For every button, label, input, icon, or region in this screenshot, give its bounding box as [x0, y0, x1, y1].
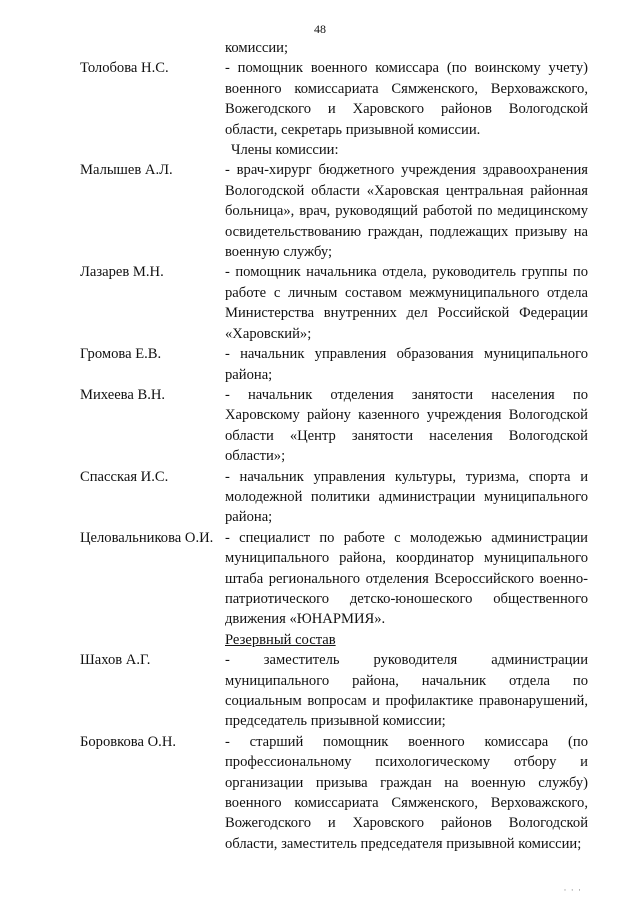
member-row [80, 528, 588, 630]
document-body [80, 38, 588, 854]
member-name: Малышев А.Л. [80, 162, 173, 179]
members-heading: Члены комиссии: [231, 142, 339, 159]
reserve-description: - заместитель руководителя администрации муниципального района, начальник отдела по социальным вопросам и профилактике правонарушений, председатель призывной комиссии; [225, 652, 588, 730]
member-row [80, 385, 588, 467]
reserve-name: Боровкова О.Н. [80, 733, 177, 750]
member-row [80, 344, 588, 385]
reserve-row [80, 732, 588, 854]
reserve-row [80, 650, 588, 732]
member-name: Лазарев М.Н. [80, 264, 164, 281]
member-description: - врач-хирург бюджетного учреждения здравоохранения Вологодской области «Харовская центральная районная больница», врач, руководящий работой по медицинскому освидетельствованию граждан, подлежащих призыву на военную службу; [225, 162, 588, 261]
page-number: 48 [314, 22, 326, 36]
member-row [80, 467, 588, 528]
entry-row [80, 58, 588, 140]
reserve-name: Шахов А.Г. [80, 652, 151, 669]
member-description: - специалист по работе с молодежью администрации муниципального района, координатор муниципального штаба регионального отделения Всероссийского военно-патриотического детско-юношеского общественного движения «ЮНАРМИЯ». [225, 529, 588, 628]
reserve-description: - старший помощник военного комиссара (по профессиональному психологическому отбору и организации призыва граждан на военную службу) военного комиссариата Сямженского, Верховажского, Вожегодского и Харовского районов Вологодской области, заместитель председателя призывной комиссии; [225, 733, 588, 852]
member-description: - помощник начальника отдела, руководитель группы по работе с личным составом межмуниципального отдела Министерства внутренних дел Российской Федерации «Харовский»; [225, 264, 588, 342]
member-name: Спасская И.С. [80, 468, 169, 485]
scan-mark: · · · [563, 885, 582, 895]
entry-description: - помощник военного комиссара (по воинскому учету) военного комиссариата Сямженского, Верховажского, Вожегодского и Харовского районов Вологодской области, секретарь призывной комиссии. [225, 60, 588, 138]
member-description: - начальник управления культуры, туризма, спорта и молодежной политики администрации муниципального района; [225, 468, 588, 526]
continuation-text: комиссии; [225, 40, 289, 56]
member-name: Целовальникова О.И. [80, 529, 214, 546]
member-description: - начальник управления образования муниципального района; [225, 346, 588, 383]
member-description: - начальник отделения занятости населения по Харовскому району казенного учреждения Вологодской области «Центр занятости населения Вологодской области»; [225, 386, 588, 465]
entry-name: Толобова Н.С. [80, 60, 169, 77]
reserve-heading: Резервный состав [225, 631, 336, 648]
member-name: Михеева В.Н. [80, 386, 166, 403]
member-name: Громова Е.В. [80, 346, 162, 363]
member-row [80, 160, 588, 262]
member-row [80, 262, 588, 344]
